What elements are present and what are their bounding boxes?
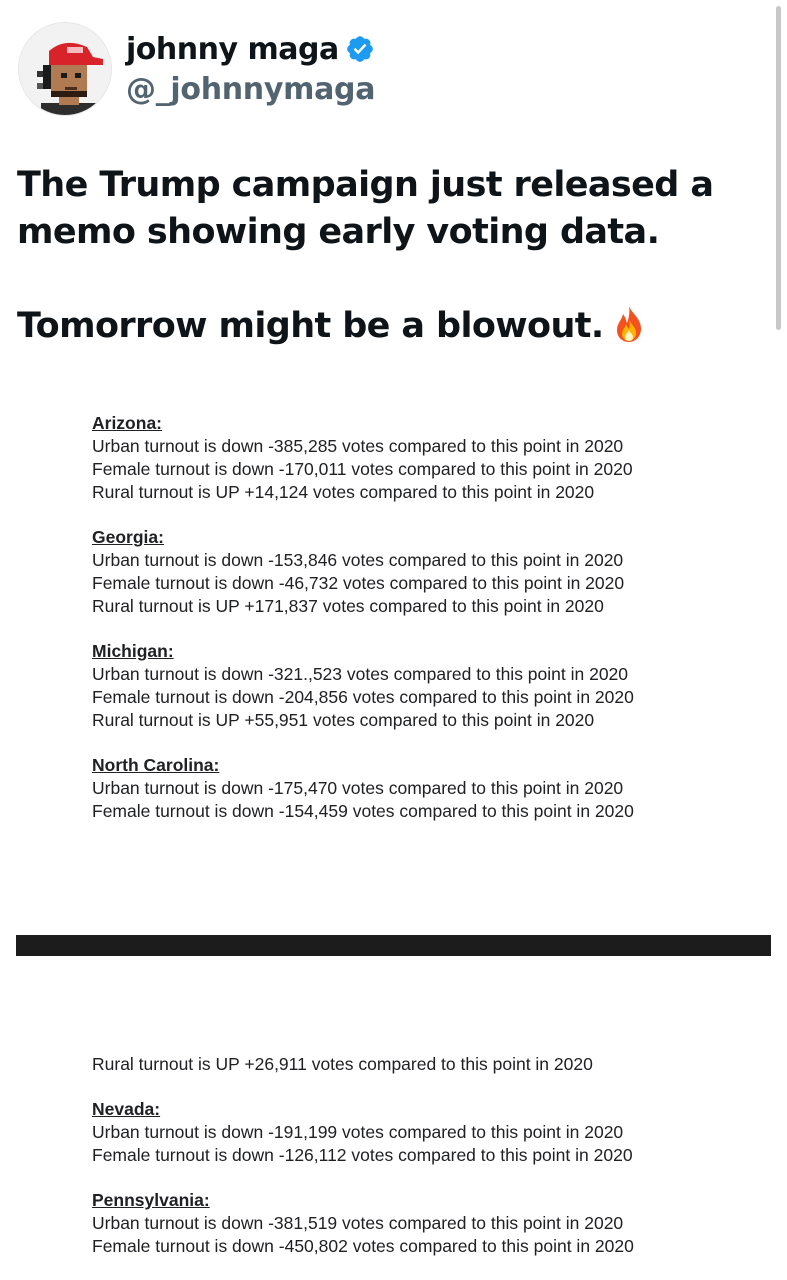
memo-line: Female turnout is down -46,732 votes compared to this point in 2020 [92,573,625,593]
state-block-north-carolina [92,754,652,823]
memo-line: Rural turnout is UP +171,837 votes compared to this point in 2020 [92,596,604,616]
memo-line: Rural turnout is UP +14,124 votes compared to this point in 2020 [92,482,595,502]
memo-line: Urban turnout is down -381,519 votes compared to this point in 2020 [92,1213,624,1233]
display-name-row [126,28,375,70]
memo-line: Female turnout is down -450,802 votes compared to this point in 2020 [92,1236,634,1256]
state-block-michigan [92,640,652,732]
memo-line: Urban turnout is down -175,470 votes compared to this point in 2020 [92,778,624,798]
state-title: Pennsylvania: [92,1190,210,1210]
state-title: Arizona: [92,413,162,433]
tweet-header [18,22,375,116]
verified-badge-icon [345,34,375,64]
memo-line: Rural turnout is UP +55,951 votes compared to this point in 2020 [92,710,595,730]
scrollbar[interactable] [776,6,781,330]
state-block-georgia [92,526,652,618]
state-block-pennsylvania [92,1189,652,1258]
state-block-north-carolina-continued [92,1053,652,1076]
display-name[interactable]: johnny maga [126,31,339,67]
memo-line: Female turnout is down -204,856 votes compared to this point in 2020 [92,687,634,707]
memo-line: Urban turnout is down -321.,523 votes compared to this point in 2020 [92,664,629,684]
tweet-spacer [17,256,757,303]
avatar[interactable] [18,22,112,116]
user-names [126,28,375,107]
state-block-arizona [92,412,652,504]
memo-line: Female turnout is down -126,112 votes compared to this point in 2020 [92,1145,633,1165]
memo-page-1 [92,412,652,845]
state-block-nevada [92,1098,652,1167]
memo-page-2 [92,1053,652,1280]
fire-icon [612,305,646,343]
memo-line: Urban turnout is down -385,285 votes compared to this point in 2020 [92,436,624,456]
memo-line: Urban turnout is down -153,846 votes compared to this point in 2020 [92,550,624,570]
tweet-text [17,162,757,350]
user-handle[interactable]: @_johnnymaga [126,72,376,107]
pixel-avatar-red-cap-icon [19,23,111,115]
tweet-line-2: Tomorrow might be a blowout. [17,306,604,346]
tweet-line-2-wrap [17,303,757,350]
state-title: Nevada: [92,1099,161,1119]
state-title: North Carolina: [92,755,220,775]
page-divider [16,935,771,956]
state-title: Georgia: [92,527,164,547]
memo-line: Female turnout is down -154,459 votes compared to this point in 2020 [92,801,634,821]
tweet-line-1: The Trump campaign just released a memo showing early voting data. [17,165,714,252]
memo-line: Rural turnout is UP +26,911 votes compared to this point in 2020 [92,1054,593,1074]
memo-line: Female turnout is down -170,011 votes compared to this point in 2020 [92,459,633,479]
state-title: Michigan: [92,641,174,661]
memo-line: Urban turnout is down -191,199 votes compared to this point in 2020 [92,1122,624,1142]
